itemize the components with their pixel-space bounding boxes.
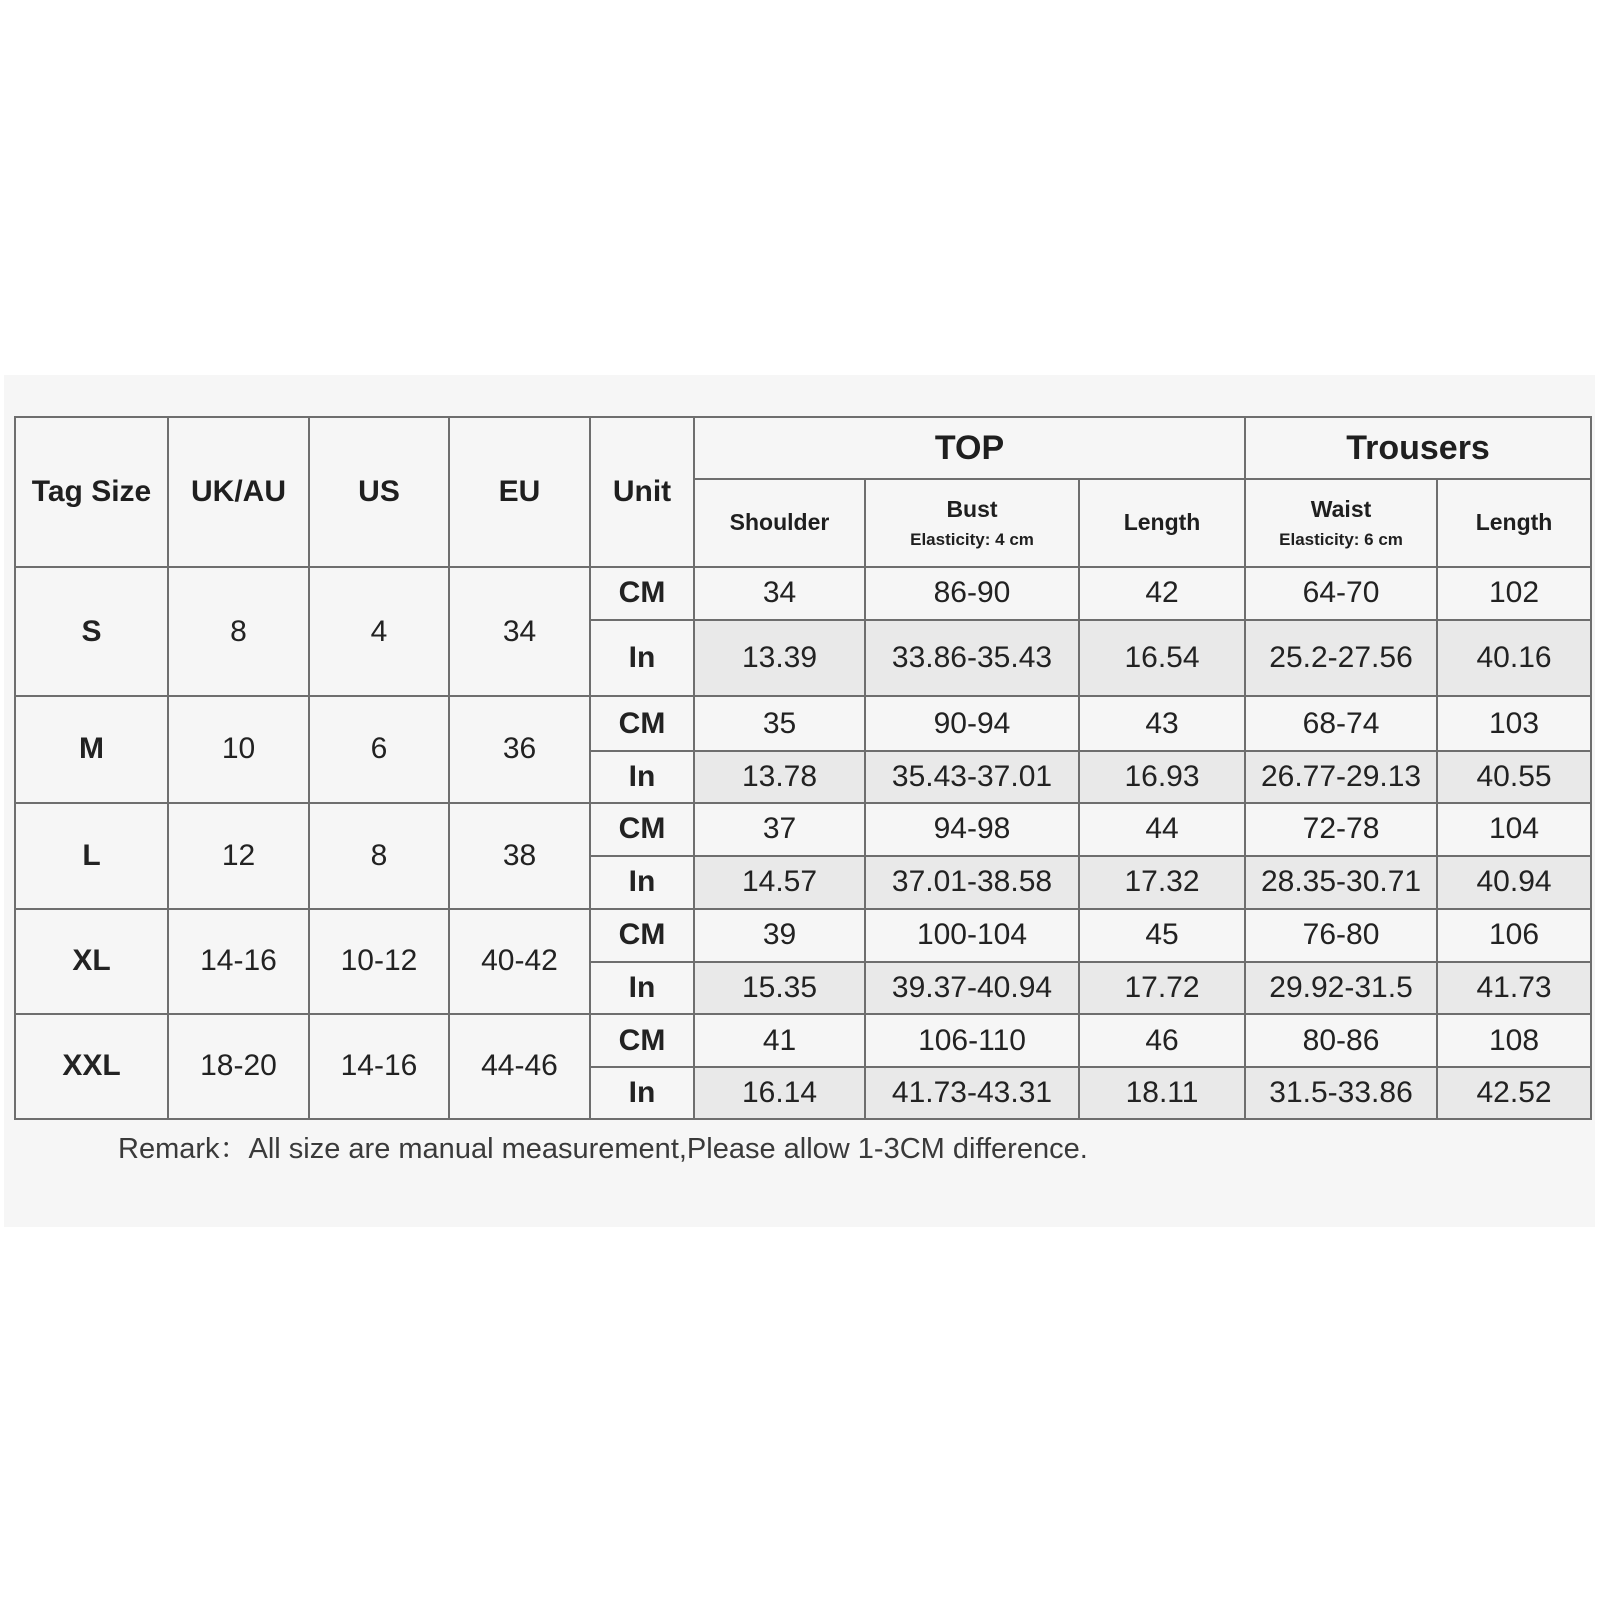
shoulder-in-cell: 13.39 bbox=[694, 620, 865, 697]
uk-au-cell: 8 bbox=[168, 567, 309, 696]
shoulder-cm-cell: 37 bbox=[694, 803, 865, 857]
bust-in-cell: 35.43-37.01 bbox=[865, 751, 1079, 803]
shoulder-in-cell: 16.14 bbox=[694, 1067, 865, 1119]
col-header-unit: Unit bbox=[590, 417, 694, 567]
waist-in-cell: 25.2-27.56 bbox=[1245, 620, 1437, 697]
shoulder-in-cell: 14.57 bbox=[694, 856, 865, 909]
bust-cm-cell: 86-90 bbox=[865, 567, 1079, 620]
bust-in-cell: 33.86-35.43 bbox=[865, 620, 1079, 697]
trousers-length-in-cell: 41.73 bbox=[1437, 962, 1591, 1014]
length-cm-cell: 43 bbox=[1079, 696, 1245, 751]
trousers-length-in-cell: 40.55 bbox=[1437, 751, 1591, 803]
size-table-body bbox=[15, 567, 1591, 1119]
col-header-eu: EU bbox=[449, 417, 590, 567]
length-in-cell: 16.93 bbox=[1079, 751, 1245, 803]
waist-in-cell: 26.77-29.13 bbox=[1245, 751, 1437, 803]
bust-in-cell: 37.01-38.58 bbox=[865, 856, 1079, 909]
table-row bbox=[15, 567, 1591, 620]
col-header-bust bbox=[865, 479, 1079, 567]
waist-in-cell: 31.5-33.86 bbox=[1245, 1067, 1437, 1119]
group-header-top: TOP bbox=[694, 417, 1245, 479]
table-row bbox=[15, 1014, 1591, 1068]
unit-cell-in: In bbox=[590, 962, 694, 1014]
unit-cell-in: In bbox=[590, 620, 694, 697]
unit-cell-in: In bbox=[590, 751, 694, 803]
tag-size-cell: XXL bbox=[15, 1014, 168, 1119]
col-header-waist bbox=[1245, 479, 1437, 567]
trousers-length-cm-cell: 106 bbox=[1437, 909, 1591, 963]
shoulder-cm-cell: 39 bbox=[694, 909, 865, 963]
unit-cell-cm: CM bbox=[590, 696, 694, 751]
shoulder-cm-cell: 35 bbox=[694, 696, 865, 751]
table-row bbox=[15, 909, 1591, 963]
header-group-row bbox=[15, 417, 1591, 479]
col-header-tag-size: Tag Size bbox=[15, 417, 168, 567]
us-cell: 8 bbox=[309, 803, 449, 909]
length-cm-cell: 42 bbox=[1079, 567, 1245, 620]
trousers-length-cm-cell: 102 bbox=[1437, 567, 1591, 620]
waist-cm-cell: 76-80 bbox=[1245, 909, 1437, 963]
shoulder-in-cell: 15.35 bbox=[694, 962, 865, 1014]
remark-text: Remark：All size are manual measurement,Please allow 1-3CM difference. bbox=[118, 1133, 1088, 1165]
waist-in-cell: 29.92-31.5 bbox=[1245, 962, 1437, 1014]
table-row bbox=[15, 803, 1591, 857]
tag-size-cell: S bbox=[15, 567, 168, 696]
unit-cell-cm: CM bbox=[590, 567, 694, 620]
col-header-uk-au: UK/AU bbox=[168, 417, 309, 567]
waist-label: Waist bbox=[1310, 496, 1372, 522]
col-header-shoulder: Shoulder bbox=[694, 479, 865, 567]
uk-au-cell: 10 bbox=[168, 696, 309, 802]
eu-cell: 40-42 bbox=[449, 909, 590, 1014]
waist-cm-cell: 72-78 bbox=[1245, 803, 1437, 857]
table-row bbox=[15, 696, 1591, 751]
us-cell: 4 bbox=[309, 567, 449, 696]
tag-size-cell: M bbox=[15, 696, 168, 802]
length-in-cell: 18.11 bbox=[1079, 1067, 1245, 1119]
length-in-cell: 16.54 bbox=[1079, 620, 1245, 697]
length-cm-cell: 46 bbox=[1079, 1014, 1245, 1068]
trousers-length-cm-cell: 108 bbox=[1437, 1014, 1591, 1068]
bust-in-cell: 41.73-43.31 bbox=[865, 1067, 1079, 1119]
length-cm-cell: 45 bbox=[1079, 909, 1245, 963]
waist-cm-cell: 64-70 bbox=[1245, 567, 1437, 620]
unit-cell-cm: CM bbox=[590, 909, 694, 963]
tag-size-cell: XL bbox=[15, 909, 168, 1014]
eu-cell: 38 bbox=[449, 803, 590, 909]
eu-cell: 34 bbox=[449, 567, 590, 696]
bust-in-cell: 39.37-40.94 bbox=[865, 962, 1079, 1014]
trousers-length-cm-cell: 103 bbox=[1437, 696, 1591, 751]
unit-cell-in: In bbox=[590, 856, 694, 909]
shoulder-cm-cell: 41 bbox=[694, 1014, 865, 1068]
waist-cm-cell: 80-86 bbox=[1245, 1014, 1437, 1068]
waist-in-cell: 28.35-30.71 bbox=[1245, 856, 1437, 909]
col-header-us: US bbox=[309, 417, 449, 567]
trousers-length-in-cell: 40.94 bbox=[1437, 856, 1591, 909]
bust-cm-cell: 106-110 bbox=[865, 1014, 1079, 1068]
bust-cm-cell: 90-94 bbox=[865, 696, 1079, 751]
bust-elasticity-note: Elasticity: 4 cm bbox=[910, 529, 1034, 549]
bust-cm-cell: 100-104 bbox=[865, 909, 1079, 963]
uk-au-cell: 12 bbox=[168, 803, 309, 909]
waist-elasticity-note: Elasticity: 6 cm bbox=[1279, 529, 1403, 549]
us-cell: 10-12 bbox=[309, 909, 449, 1014]
trousers-length-cm-cell: 104 bbox=[1437, 803, 1591, 857]
col-header-trousers-length: Length bbox=[1437, 479, 1591, 567]
unit-cell-cm: CM bbox=[590, 803, 694, 857]
group-header-trousers: Trousers bbox=[1245, 417, 1591, 479]
uk-au-cell: 18-20 bbox=[168, 1014, 309, 1119]
shoulder-in-cell: 13.78 bbox=[694, 751, 865, 803]
trousers-length-in-cell: 40.16 bbox=[1437, 620, 1591, 697]
shoulder-cm-cell: 34 bbox=[694, 567, 865, 620]
unit-cell-cm: CM bbox=[590, 1014, 694, 1068]
tag-size-cell: L bbox=[15, 803, 168, 909]
length-cm-cell: 44 bbox=[1079, 803, 1245, 857]
col-header-top-length: Length bbox=[1079, 479, 1245, 567]
uk-au-cell: 14-16 bbox=[168, 909, 309, 1014]
size-chart-table bbox=[14, 416, 1592, 1120]
bust-label: Bust bbox=[946, 496, 998, 522]
eu-cell: 44-46 bbox=[449, 1014, 590, 1119]
length-in-cell: 17.32 bbox=[1079, 856, 1245, 909]
us-cell: 14-16 bbox=[309, 1014, 449, 1119]
eu-cell: 36 bbox=[449, 696, 590, 802]
bust-cm-cell: 94-98 bbox=[865, 803, 1079, 857]
us-cell: 6 bbox=[309, 696, 449, 802]
unit-cell-in: In bbox=[590, 1067, 694, 1119]
length-in-cell: 17.72 bbox=[1079, 962, 1245, 1014]
trousers-length-in-cell: 42.52 bbox=[1437, 1067, 1591, 1119]
waist-cm-cell: 68-74 bbox=[1245, 696, 1437, 751]
